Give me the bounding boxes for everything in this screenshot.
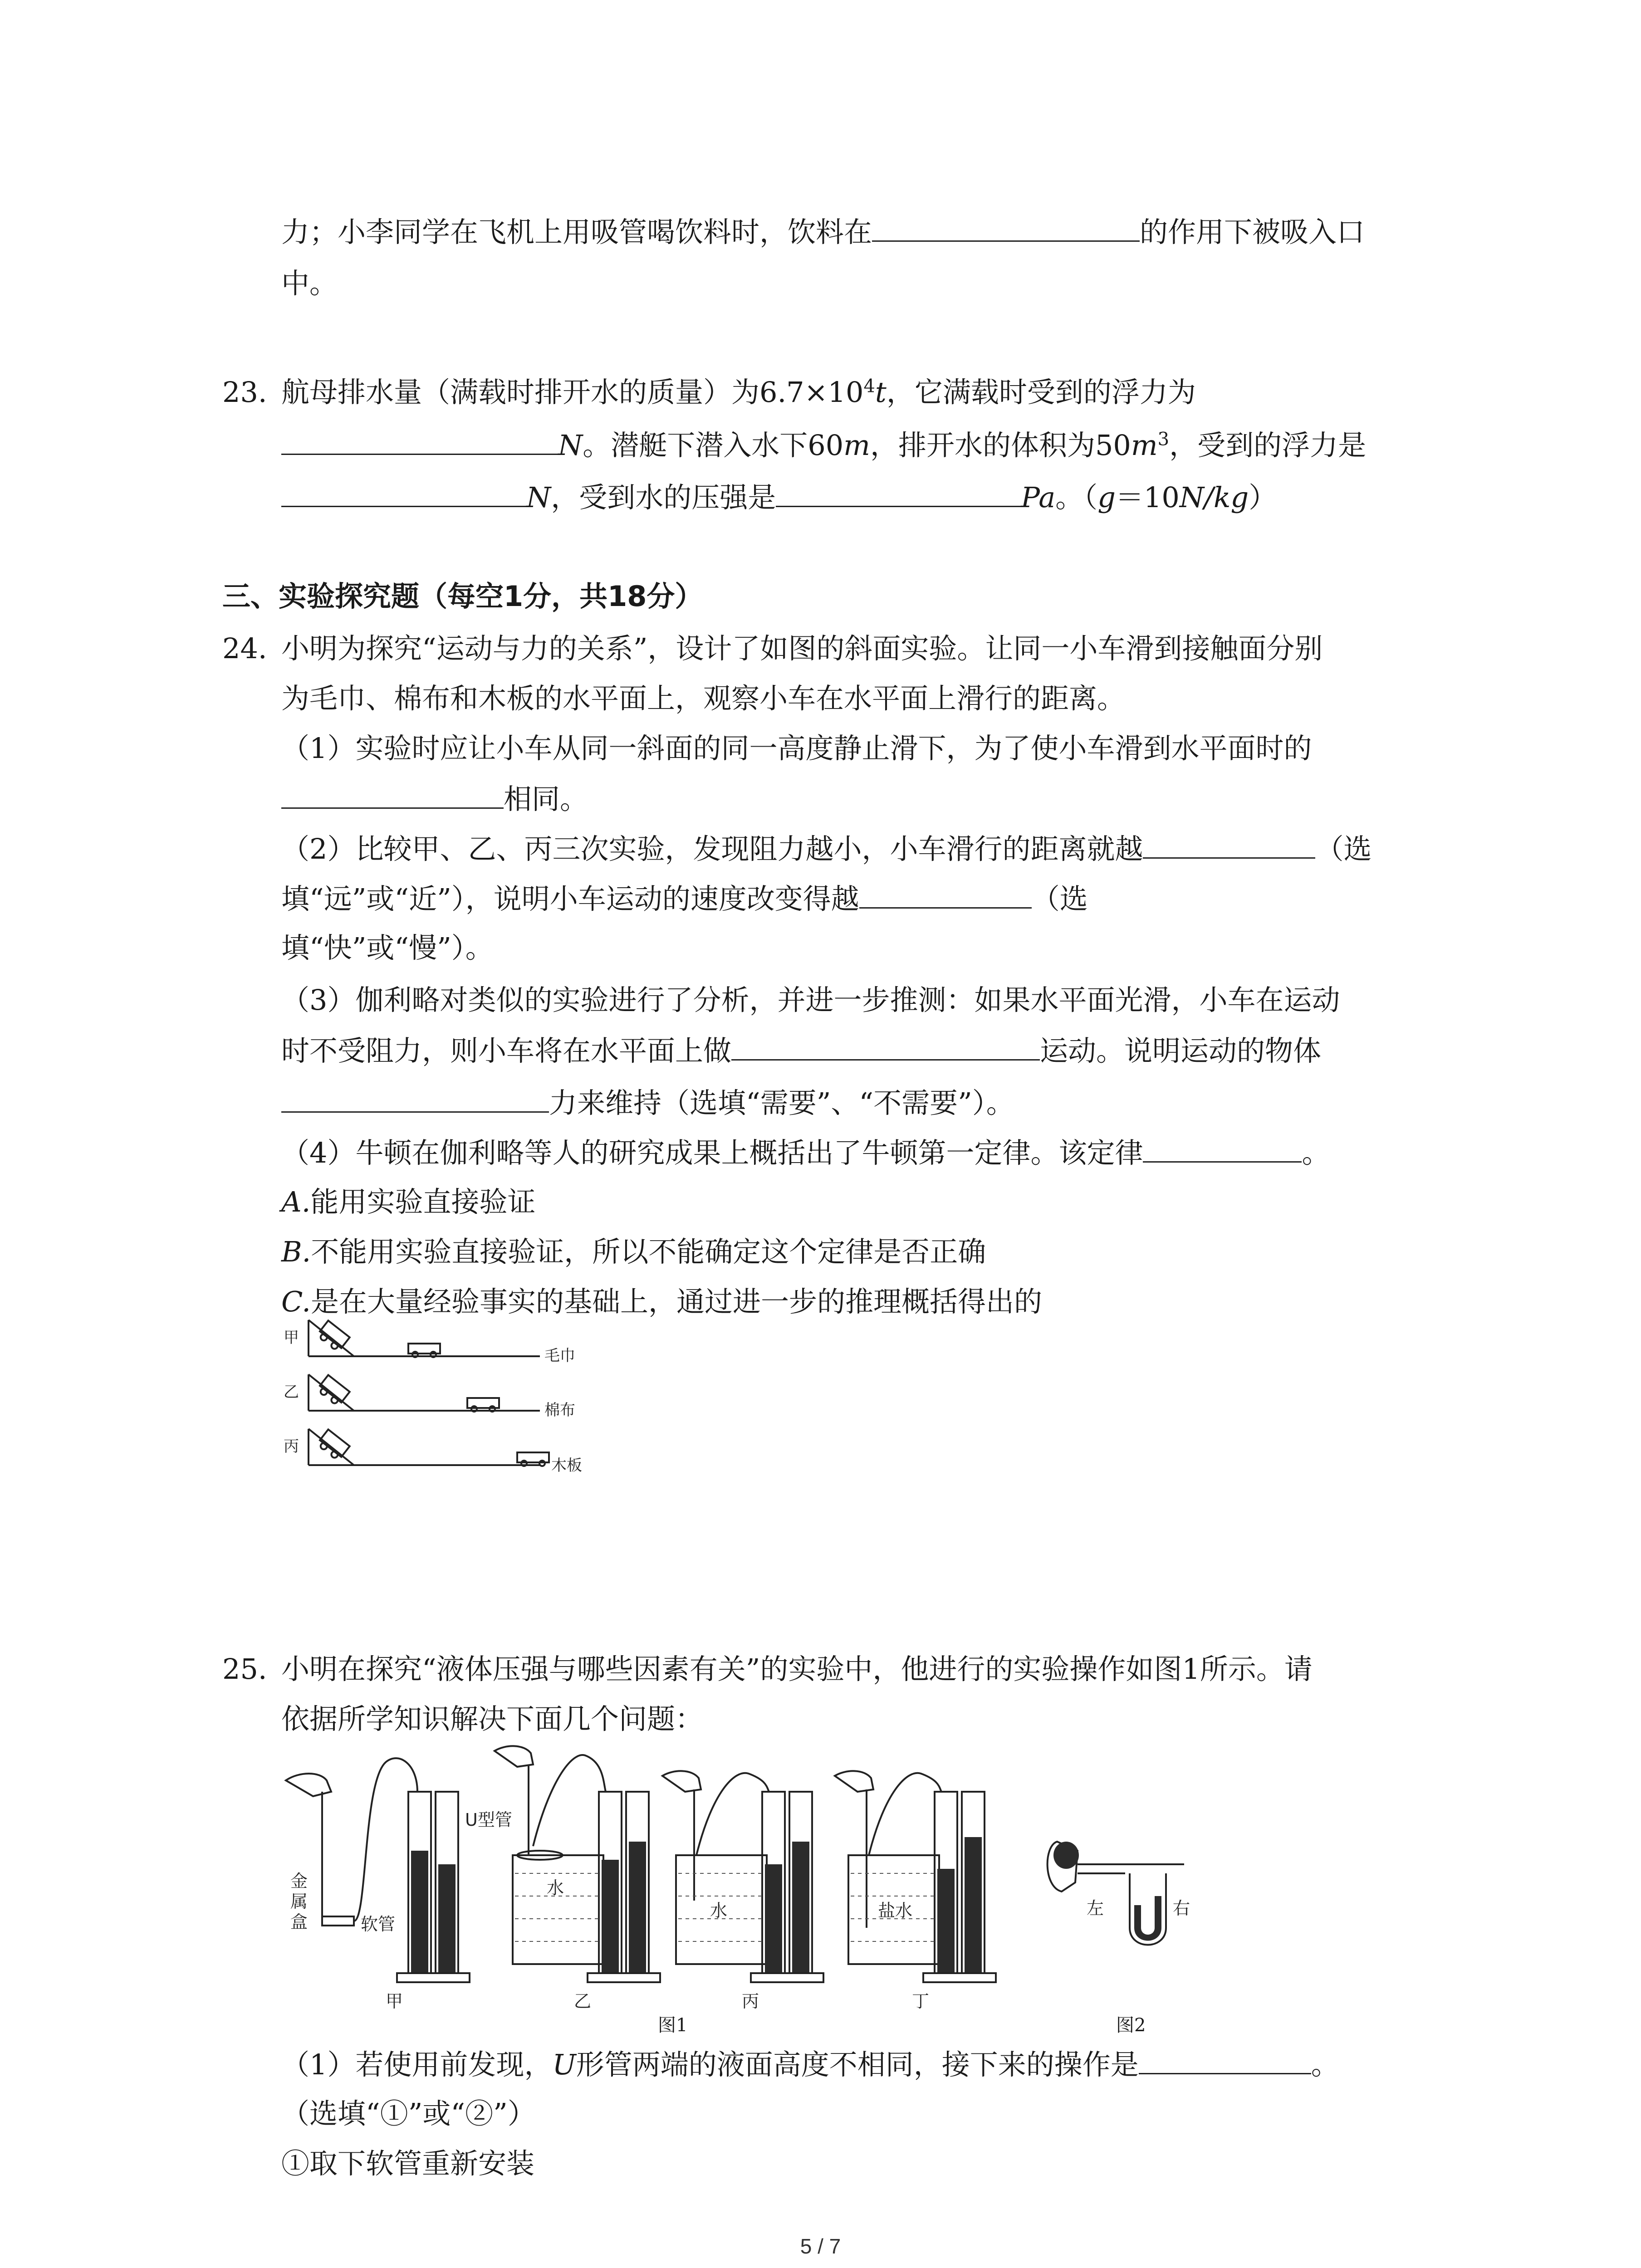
q23-l2-c: ，受到的浮力是: [1169, 429, 1367, 462]
caption-bing: 丙: [742, 1991, 759, 2011]
q24-p4-a: （4）牛顿在伽利略等人的研究成果上概括出了牛顿第一定律。该定律: [281, 1136, 1143, 1169]
q24-p1-line2: [281, 780, 588, 817]
row1-label: 甲: [284, 1329, 299, 1347]
q22-text-a: 力；小李同学在飞机上用吸管喝饮料时，饮料在: [281, 215, 872, 249]
q24-p3-blank2[interactable]: [281, 1084, 549, 1113]
q24-p3-d: 力来维持（选填“需要”、“不需要”）。: [549, 1086, 1014, 1119]
q23-unit-Pa: Pa: [1021, 481, 1056, 514]
option-letter: C.: [281, 1285, 311, 1318]
q23-g: g: [1097, 481, 1116, 514]
section-3-title: 三、实验探究题（每空1分，共18分）: [222, 580, 703, 613]
q25-U: U: [552, 2048, 576, 2081]
q25-number: 25.: [222, 1652, 267, 1686]
row3-label: 丙: [284, 1437, 299, 1456]
q25-p1-b: 形管两端的液面高度不相同，接下来的操作是: [576, 2048, 1139, 2081]
q24-p2-line2: [281, 880, 1088, 917]
q22-line2: 中。: [281, 267, 338, 300]
option-letter: B.: [281, 1235, 311, 1268]
q23-exponent: 4: [863, 376, 875, 397]
q24-number: 24.: [222, 632, 267, 665]
q23-sub-buoyancy-blank[interactable]: [281, 479, 526, 507]
q24-p3-b: 时不受阻力，则小车将在水平面上做: [281, 1034, 732, 1067]
figure2-caption: 图2: [1116, 2015, 1146, 2036]
q22-text-b: 的作用下被吸入口: [1140, 215, 1365, 249]
q24-p2-line1: [281, 830, 1372, 867]
label-metal-1: 金: [290, 1871, 308, 1891]
q25-intro2: 依据所学知识解决下面几个问题：: [281, 1702, 704, 1735]
q25-option-1[interactable]: ①取下软管重新安装: [281, 2147, 535, 2180]
q25-p1-line2: （选填“①”或“②”）: [281, 2097, 536, 2130]
q24-p4-b: 。: [1302, 1136, 1330, 1169]
q23-number: 23.: [222, 376, 267, 409]
q23-line1: [281, 374, 1196, 411]
label-metal-3: 盒: [290, 1912, 308, 1932]
q24-p2-line3: 填“快”或“慢”）。: [281, 931, 494, 964]
row2-surface: 棉布: [544, 1401, 575, 1419]
q24-p4-line1: [281, 1134, 1330, 1171]
q23-l3-d: ）: [1249, 481, 1277, 514]
q24-intro2: 为毛巾、棉布和木板的水平面上，观察小车在水平面上滑行的距离。: [281, 682, 1126, 715]
label-water-bing: 水: [710, 1901, 728, 1921]
q24-p2-blank2[interactable]: [859, 880, 1032, 909]
q22-line1: [281, 213, 1365, 250]
q23-exponent-3: 3: [1157, 429, 1170, 450]
q24-p2-d: （选: [1031, 882, 1088, 915]
label-water-yi: 水: [547, 1878, 564, 1898]
q23-unit-nkg: N/kg: [1179, 481, 1249, 514]
q23-l1-a: 航母排水量（满载时排开水的质量）为6.7×10: [281, 376, 864, 409]
label-hose: 软管: [361, 1914, 396, 1934]
q23-unit-m3: m: [1131, 429, 1158, 462]
row2-label: 乙: [284, 1383, 299, 1401]
q25-p1-a: （1）若使用前发现，: [281, 2048, 553, 2081]
q24-p4-blank[interactable]: [1143, 1134, 1302, 1163]
row1-surface: 毛巾: [544, 1347, 575, 1365]
q24-p2-a: （2）比较甲、乙、丙三次实验，发现阻力越小，小车滑行的距离就越: [281, 832, 1143, 865]
q24-p1-line1: （1）实验时应让小车从同一斜面的同一高度静止滑下，为了使小车滑到水平面时的: [281, 732, 1312, 765]
q23-l3-a: ，受到水的压强是: [551, 481, 776, 514]
q23-l1-b: ，它满载时受到的浮力为: [886, 376, 1196, 409]
q24-p3-line2: [281, 1032, 1321, 1069]
q24-intro1: 小明为探究“运动与力的关系”，设计了如图的斜面实验。让同一小车滑到接触面分别: [281, 632, 1323, 665]
q24-incline-figure: [277, 1306, 603, 1501]
q24-p2-b: （选: [1315, 832, 1372, 865]
label-metal-2: 属: [290, 1892, 308, 1911]
q25-p1-line1: [281, 2046, 1339, 2083]
q25-p1-blank[interactable]: [1139, 2046, 1311, 2074]
row3-surface: 木板: [551, 1457, 582, 1475]
q25-intro1: 小明在探究“液体压强与哪些因素有关”的实验中，他进行的实验操作如图1所示。请: [281, 1652, 1313, 1686]
caption-jia: 甲: [386, 1991, 403, 2011]
q23-unit-N2: N: [526, 481, 551, 514]
caption-yi: 乙: [574, 1991, 592, 2011]
q23-line3: [281, 479, 1277, 516]
q23-unit-t: t: [875, 376, 887, 409]
option-letter: A.: [281, 1185, 311, 1218]
q24-p1-b: 相同。: [504, 782, 588, 816]
q24-p3-line3: [281, 1084, 1014, 1121]
q24-p2-blank1[interactable]: [1143, 830, 1315, 859]
label-utube: U型管: [465, 1810, 512, 1830]
label-right: 右: [1173, 1898, 1190, 1918]
q24-p3-c: 运动。说明运动的物体: [1040, 1034, 1322, 1067]
label-left: 左: [1087, 1898, 1104, 1918]
q24-p3-blank1[interactable]: [731, 1032, 1040, 1061]
q23-unit-N1: N: [558, 429, 583, 462]
q23-line2: [281, 426, 1366, 464]
q23-unit-m: m: [843, 429, 870, 462]
q25-p1-c: 。: [1311, 2048, 1339, 2081]
label-brine: 盐水: [878, 1901, 913, 1921]
option-text: 不能用实验直接验证，所以不能确定这个定律是否正确: [311, 1235, 986, 1268]
q24-option-a[interactable]: [281, 1184, 536, 1220]
q23-buoyancy-blank[interactable]: [281, 426, 558, 455]
q22-answer-blank[interactable]: [872, 213, 1140, 242]
q23-pressure-blank[interactable]: [776, 479, 1021, 507]
q23-l2-a: 。潜艇下潜入水下60: [583, 429, 844, 462]
page-number: 5 / 7: [800, 2234, 841, 2258]
q24-option-b[interactable]: [281, 1234, 986, 1270]
q24-p3-line1: （3）伽利略对类似的实验进行了分析，并进一步推测：如果水平面光滑，小车在运动: [281, 983, 1340, 1017]
q24-p1-blank[interactable]: [281, 780, 504, 809]
option-text: 能用实验直接验证: [310, 1185, 536, 1218]
caption-ding: 丁: [912, 1991, 930, 2011]
option-text: 是在大量经验事实的基础上，通过进一步的推理概括得出的: [310, 1285, 1042, 1318]
q23-l3-c: ＝10: [1115, 481, 1180, 514]
q23-l2-b: ，排开水的体积为50: [870, 429, 1131, 462]
figure1-caption: 图1: [658, 2015, 688, 2036]
q24-p2-c: 填“远”或“近”），说明小车运动的速度改变得越: [281, 882, 859, 915]
q25-pressure-figure: [277, 1737, 1198, 2019]
q23-l3-b: 。（: [1055, 481, 1098, 514]
